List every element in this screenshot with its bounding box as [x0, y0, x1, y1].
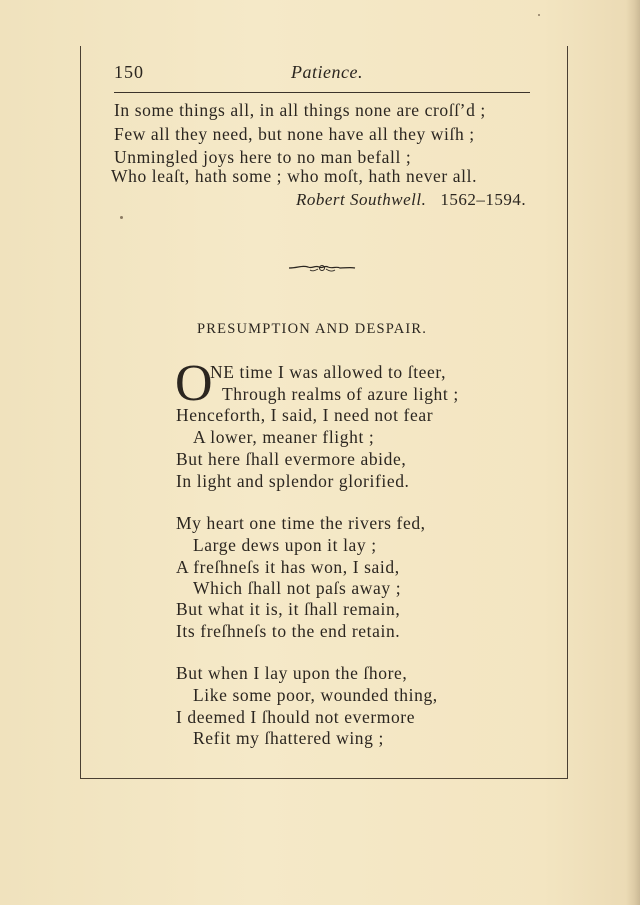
poem1-line-1: In some things all, in all things none are croſſ’d ;: [114, 100, 486, 120]
poem2-line-11: But what it is, it ſhall remain,: [176, 599, 401, 619]
fleuron-ornament-icon: [288, 262, 356, 274]
poem2-line-3: Henceforth, I said, I need not fear: [176, 405, 434, 425]
poem2-line-5: But here ſhall evermore abide,: [176, 449, 407, 469]
paper-speck: [538, 14, 540, 16]
poem2-line-9: A freſhneſs it has won, I said,: [176, 557, 400, 577]
poem1-attribution: [296, 190, 526, 210]
poem2-line-12: Its freſhneſs to the end retain.: [176, 621, 401, 641]
author-name: Robert Southwell.: [296, 190, 427, 209]
poem2-line-1: NE time I was allowed to ſteer,: [210, 362, 447, 382]
poem2-line-8: Large dews upon it lay ;: [193, 535, 377, 555]
poem2-title: PRESUMPTION AND DESPAIR.: [197, 321, 428, 337]
paper-speck: [120, 216, 123, 219]
page-number: 150: [114, 62, 144, 82]
author-years: 1562–1594.: [440, 190, 527, 209]
poem1-line-4: Who leaſt, hath some ; who moſt, hath never all.: [111, 166, 478, 186]
poem2-line-10: Which ſhall not paſs away ;: [193, 578, 402, 598]
poem2-line-14: Like some poor, wounded thing,: [193, 685, 438, 705]
poem2-line-13: But when I lay upon the ſhore,: [176, 663, 408, 683]
poem2-line-2: Through realms of azure light ;: [222, 384, 459, 404]
poem2-line-6: In light and splendor glorified.: [176, 471, 410, 491]
poem2-line-16: Refit my ſhattered wing ;: [193, 728, 384, 748]
poem1-line-2: Few all they need, but none have all they wiſh ;: [114, 124, 475, 144]
poem2-line-15: I deemed I ſhould not evermore: [176, 707, 416, 727]
header-rule: [114, 92, 530, 93]
drop-cap: O: [175, 355, 213, 412]
poem2-line-4: A lower, meaner flight ;: [193, 427, 375, 447]
poem2-line-7: My heart one time the rivers fed,: [176, 513, 426, 533]
page-edge-shadow: [626, 0, 640, 905]
running-title: Patience.: [291, 62, 363, 82]
poem1-line-3: Unmingled joys here to no man befall ;: [114, 147, 412, 167]
